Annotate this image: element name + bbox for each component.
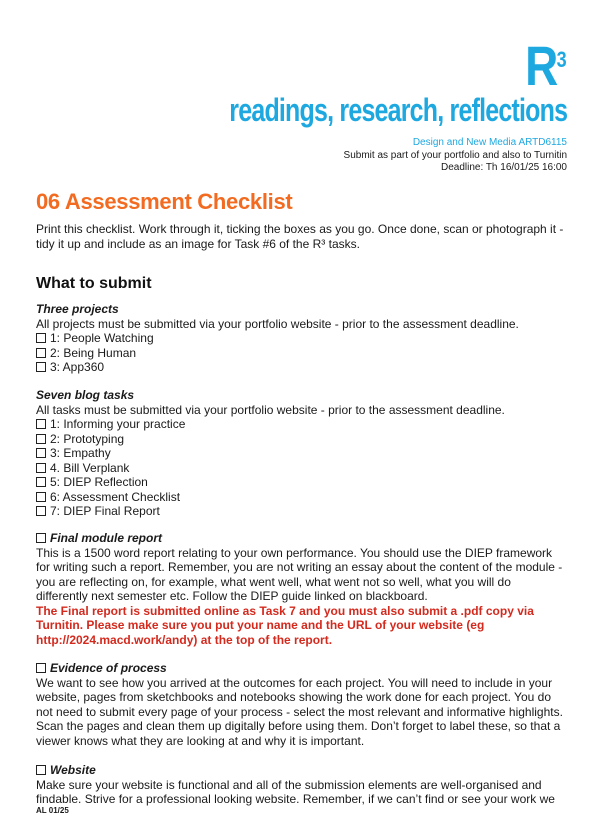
footer-code: AL 01/25 [36, 806, 69, 815]
checklist-label: 1: Informing your practice [50, 417, 186, 431]
final-report-header[interactable] [36, 531, 566, 546]
checkbox[interactable] [36, 492, 46, 502]
checkbox[interactable] [36, 477, 46, 487]
projects-section [36, 302, 566, 375]
checklist-item[interactable] [36, 461, 566, 476]
checkbox[interactable] [36, 448, 46, 458]
r3-logo [525, 34, 567, 97]
logo-letter: R [525, 34, 557, 97]
page-title: 06 Assessment Checklist [36, 189, 293, 214]
course-code: Design and New Media ARTD6115 [412, 137, 567, 148]
checkbox[interactable] [36, 663, 46, 673]
evidence-title: Evidence of process [50, 661, 167, 675]
final-report-section [36, 531, 566, 647]
website-section [36, 763, 566, 807]
checklist-label: 4. Bill Verplank [50, 460, 130, 475]
website-body: Make sure your website is functional and all of the submission elements are well-organised and findable. Strive for a professional looking website. Remember, if we can’t find or see your work we [36, 777, 555, 806]
checkbox[interactable] [36, 533, 46, 543]
checklist-item[interactable] [36, 475, 566, 490]
checkbox[interactable] [36, 419, 46, 429]
final-report-body: This is a 1500 word report relating to your own performance. You should use the DIEP framework for writing such a report. Remember, you are not writing an essay about the content of the module - you are reflecting on, for example, what went well, what went not so well, what you will do differently next semester etc. Follow the DIEP guide linked on blackboard. [36, 545, 563, 603]
checklist-item[interactable] [36, 504, 566, 519]
section-heading: What to submit [36, 275, 152, 292]
checklist-label: 2: Prototyping [50, 431, 125, 446]
checklist-item[interactable] [36, 446, 566, 461]
evidence-body: We want to see how you arrived at the outcomes for each project. You will need to include in your website, pages from sketchbooks and notebooks showing the work done for each project. You do not need to submit every page of your process - select the most relevant and informative highlights. Scan the pages and clean them up digitally before using them. Don’t forget to label these, so that a viewer knows what they are looking at and why it is important. [36, 675, 563, 748]
checkbox[interactable] [36, 362, 46, 372]
checkbox[interactable] [36, 463, 46, 473]
checkbox[interactable] [36, 333, 46, 343]
evidence-header[interactable] [36, 661, 566, 676]
checklist-label: 5: DIEP Reflection [50, 475, 148, 489]
final-report-notice: The Final report is submitted online as Task 7 and you must also submit a .pdf copy via Turnitin. Please make sure you put your name and the URL of your website (eg http://2024.macd.work/andy) at the top of the report. [36, 603, 534, 647]
checkbox[interactable] [36, 765, 46, 775]
blog-tasks-desc: All tasks must be submitted via your portfolio website - prior to the assessment deadline. [36, 402, 505, 417]
checklist-label: 7: DIEP Final Report [50, 504, 160, 518]
deadline: Deadline: Th 16/01/25 16:00 [440, 162, 567, 173]
projects-title: Three projects [36, 302, 119, 316]
checklist-label: 1: People Watching [50, 331, 154, 345]
checklist-label: 3: Empathy [50, 446, 111, 460]
checkbox[interactable] [36, 506, 46, 516]
checklist-label: 2: Being Human [50, 345, 137, 360]
checklist-label: 3: App360 [50, 360, 105, 374]
header-meta [344, 137, 567, 175]
checklist-label: 6: Assessment Checklist [50, 489, 181, 504]
logo-superscript: 3 [556, 47, 567, 72]
blog-tasks-section [36, 388, 566, 519]
submit-note: Submit as part of your portfolio and also to Turnitin [343, 149, 567, 161]
intro-text: Print this checklist. Work through it, ticking the boxes as you go. Once done, scan or photograph it - tidy it up and include as an image for Task #6 of the R³ tasks. [36, 222, 564, 251]
checklist-item[interactable] [36, 490, 566, 505]
evidence-section [36, 661, 566, 748]
brand-tagline: readings, research, reflections [229, 92, 567, 128]
checklist-item[interactable] [36, 331, 566, 346]
checklist-item[interactable] [36, 346, 566, 361]
blog-tasks-title: Seven blog tasks [36, 388, 135, 402]
checklist-item[interactable] [36, 360, 566, 375]
checklist-item[interactable] [36, 432, 566, 447]
checklist-item[interactable] [36, 417, 566, 432]
website-title: Website [50, 763, 96, 777]
projects-desc: All projects must be submitted via your portfolio website - prior to the assessment deadline. [36, 316, 519, 331]
website-header[interactable] [36, 763, 566, 778]
checkbox[interactable] [36, 434, 46, 444]
final-report-title: Final module report [50, 531, 163, 545]
checkbox[interactable] [36, 348, 46, 358]
